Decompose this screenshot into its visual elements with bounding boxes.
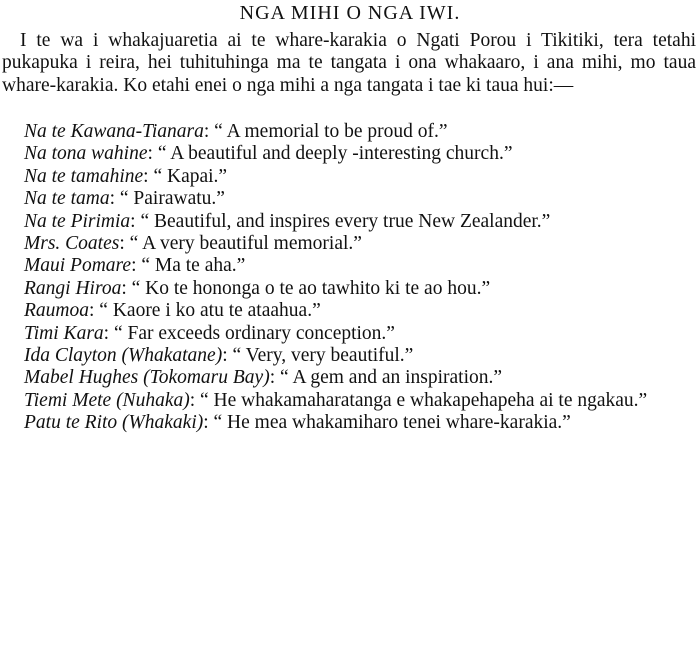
quote-item: Rangi Hiroa: “ Ko te hononga o te ao tawhito ki te ao hou.” bbox=[24, 277, 491, 299]
quote-item: Na tona wahine: “ A beautiful and deeply -interesting church.” bbox=[24, 143, 513, 165]
quote-text: “ A beautiful and deeply -interesting church.” bbox=[157, 143, 513, 165]
quote-author: Ida Clayton (Whakatane) bbox=[24, 345, 223, 367]
quote-author: Mabel Hughes (Tokomaru Bay) bbox=[24, 367, 270, 389]
quote-text: “ He whakamaharatanga e whakapehapeha ai te ngakau.” bbox=[200, 389, 648, 411]
quote-item: Timi Kara: “ Far exceeds ordinary conception.” bbox=[24, 322, 395, 344]
quote-author: Na tona wahine bbox=[24, 143, 148, 165]
quotes-list bbox=[2, 121, 696, 435]
quote-text: “ Beautiful, and inspires every true New Zealander.” bbox=[140, 210, 551, 232]
quote-author: Mrs. Coates bbox=[24, 233, 120, 255]
quote-author: Na te Pirimia bbox=[24, 210, 131, 232]
quote-text: “ Ma te aha.” bbox=[141, 255, 246, 277]
quote-text: “ A gem and an inspiration.” bbox=[280, 367, 503, 389]
quote-item: Maui Pomare: “ Ma te aha.” bbox=[24, 255, 246, 277]
quote-text: “ A very beautiful memorial.” bbox=[129, 233, 362, 255]
quote-text: “ Pairawatu.” bbox=[119, 188, 225, 210]
quote-text: “ Ko te hononga o te ao tawhito ki te ao hou.” bbox=[131, 277, 491, 299]
quote-author: Timi Kara bbox=[24, 322, 104, 344]
page-title: NGA MIHI O NGA IWI. bbox=[239, 2, 461, 24]
quote-item: Raumoa: “ Kaore i ko atu te ataahua.” bbox=[24, 300, 321, 322]
quote-item: Tiemi Mete (Nuhaka): “ He whakamaharatanga e whakapehapeha ai te ngakau.” bbox=[24, 389, 648, 411]
quote-author: Na te tama bbox=[24, 188, 110, 210]
quote-item: Na te Pirimia: “ Beautiful, and inspires every true New Zealander.” bbox=[24, 210, 551, 232]
quote-author: Raumoa bbox=[24, 300, 89, 322]
quote-author: Rangi Hiroa bbox=[24, 277, 122, 299]
quote-text: “ Far exceeds ordinary conception.” bbox=[113, 322, 395, 344]
quote-author: Na te tamahine bbox=[24, 165, 144, 187]
quote-item: Patu te Rito (Whakaki): “ He mea whakamiharo tenei whare-karakia.” bbox=[24, 412, 571, 434]
quote-text: “ He mea whakamiharo tenei whare-karakia.” bbox=[213, 412, 571, 434]
quote-text: “ Kaore i ko atu te ataahua.” bbox=[99, 300, 321, 322]
quote-author: Patu te Rito (Whakaki) bbox=[24, 412, 204, 434]
quote-text: “ Kapai.” bbox=[153, 165, 228, 187]
quote-author: Tiemi Mete (Nuhaka) bbox=[24, 389, 190, 411]
quote-item: Na te Kawana-Tianara: “ A memorial to be proud of.” bbox=[24, 121, 448, 142]
quote-text: “ A memorial to be proud of.” bbox=[214, 121, 448, 142]
intro-paragraph: I te wa i whakajuaretia ai te whare-karakia o Ngati Porou i Tikitiki, tera tetahi pukapuka i reira, hei tuhituhinga ma te tangata i ona whakaaro, i ana mihi, mo taua whare-karakia. Ko etahi enei o nga mihi a nga tangata i tae ki taua hui:— bbox=[2, 30, 696, 96]
quote-author: Maui Pomare bbox=[24, 255, 132, 277]
quote-item: Mabel Hughes (Tokomaru Bay): “ A gem and an inspiration.” bbox=[24, 367, 503, 389]
quote-item: Ida Clayton (Whakatane): “ Very, very beautiful.” bbox=[24, 345, 414, 367]
quote-author: Na te Kawana-Tianara bbox=[24, 121, 204, 142]
quote-item: Na te tamahine: “ Kapai.” bbox=[24, 165, 228, 187]
quote-item: Na te tama: “ Pairawatu.” bbox=[24, 188, 225, 210]
quote-text: “ Very, very beautiful.” bbox=[232, 345, 414, 367]
quote-item: Mrs. Coates: “ A very beautiful memorial.” bbox=[24, 233, 362, 255]
